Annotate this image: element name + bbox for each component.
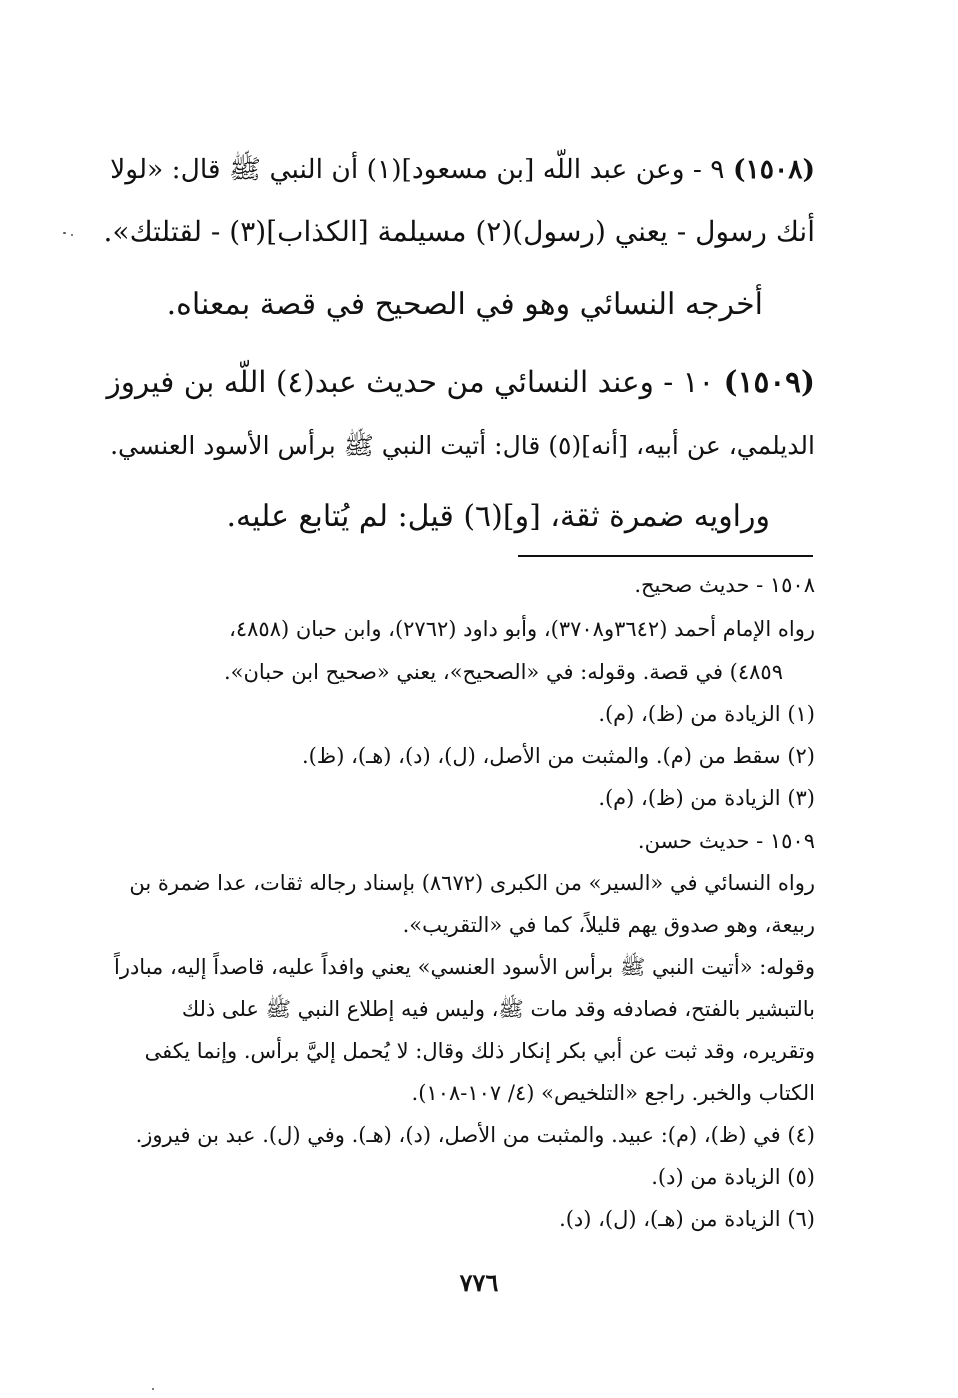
footnote-line: ربيعة، وهو صدوق يهم قليلاً، كما في «التقريب». (402, 913, 815, 937)
scan-speck (71, 234, 73, 236)
footnote-line: رواه الإمام أحمد (٣٦٤٢و٣٧٠٨)، وأبو داود (٢٧٦٢)، وابن حبان (٤٨٥٨، (229, 617, 815, 641)
hadith-1508-number: (١٥٠٨) (732, 154, 815, 185)
footnote-line: وقوله: «أتيت النبي ﷺ برأس الأسود العنسي» يعني وافداً عليه، قاصداً إليه، مبادراً (113, 955, 815, 979)
hadith-1509-line-1 (107, 362, 815, 402)
footnote-line: (٢) سقط من (م). والمثبت من الأصل، (ل)، (د)، (هـ)، (ظ). (301, 744, 815, 768)
hadith-1509-number: (١٥٠٩) (723, 364, 815, 399)
hadith-1509-text-1: ١٠ - وعند النسائي من حديث عبد(٤) اللّه بن فيروز (106, 365, 715, 399)
hadith-1508-takhrij: أخرجه النسائي وهو في الصحيح في قصة بمعناه. (166, 287, 763, 322)
footnote-line: (٣) الزيادة من (ظ)، (م). (598, 786, 815, 810)
footnote-line: (١) الزيادة من (ظ)، (م). (598, 702, 815, 726)
footnote-line: ٤٨٥٩) في قصة. وقوله: في «الصحيح»، يعني «صحيح ابن حبان». (223, 660, 783, 684)
hadith-1509-line-3: وراويه ضمرة ثقة، [و](٦) قيل: لم يُتابع عليه. (226, 499, 770, 534)
footnote-line: الكتاب والخبر. راجع «التلخيص» (٤/ ١٠٧-١٠٨). (411, 1081, 815, 1105)
footnote-line: بالتبشير بالفتح، فصادفه وقد مات ﷺ، وليس فيه إطلاع النبي ﷺ على ذلك (181, 997, 815, 1021)
footnote-line: (٦) الزيادة من (هـ)، (ل)، (د). (559, 1207, 815, 1231)
footnote-line: (٤) في (ظ)، (م): عبيد. والمثبت من الأصل، (د)، (هـ). وفي (ل). عبد بن فيروز. (135, 1123, 815, 1147)
footnote-line: وتقريره، وقد ثبت عن أبي بكر إنكار ذلك وقال: لا يُحمل إليَّ برأس. وإنما يكفى (144, 1039, 815, 1063)
page-number: ٧٧٦ (459, 1268, 499, 1297)
scan-speck (152, 1388, 154, 1390)
hadith-1508-text-1: ٩ - وعن عبد اللّه [بن مسعود](١) أن النبي ﷺ قال: «لولا (110, 154, 725, 185)
footnote-line: رواه النسائي في «السير» من الكبرى (٨٦٧٢) بإسناد رجاله ثقات، عدا ضمرة بن (129, 871, 815, 895)
hadith-1508-line-2: أنك رسول - يعني (رسول)(٢) مسيلمة [الكذاب](٣) - لقتلتك». (103, 215, 815, 248)
footnote-line: ١٥٠٨ - حديث صحيح. (634, 573, 815, 597)
footnote-line: (٥) الزيادة من (د). (651, 1165, 815, 1189)
footnote-line: ١٥٠٩ - حديث حسن. (637, 829, 815, 853)
hadith-1508-line-1 (110, 150, 815, 190)
hadith-1509-line-2: الديلمي، عن أبيه، [أنه](٥) قال: أتيت النبي ﷺ برأس الأسود العنسي. (110, 431, 815, 460)
footnote-separator (518, 555, 813, 557)
scan-speck (63, 232, 66, 234)
